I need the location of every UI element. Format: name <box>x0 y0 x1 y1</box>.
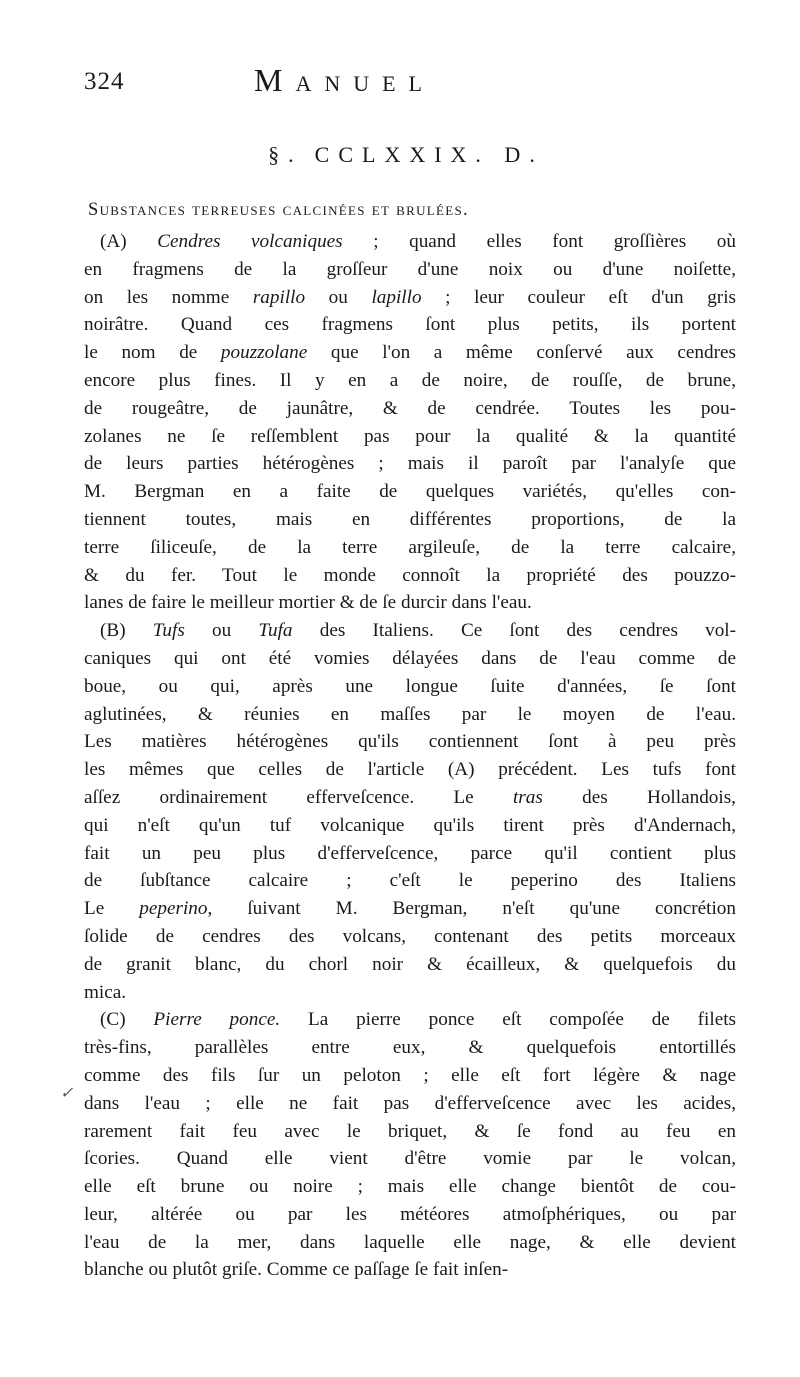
text-line <box>84 534 736 562</box>
text-run: ſolide de cendres des volcans, contenant des petits morceaux <box>84 925 736 947</box>
text-line <box>84 1173 736 1201</box>
text-line <box>84 951 736 979</box>
text-run: ; quand elles font groſſières où <box>342 231 736 252</box>
text-run: de rougeâtre, de jaunâtre, & de cendrée. Toutes les pou- <box>84 397 736 419</box>
text-line <box>84 1201 736 1229</box>
text-line <box>84 895 736 923</box>
text-run: que l'on a même conſervé aux cendres <box>307 342 736 364</box>
text-run: M. Bergman en a faite de quelques variétés, qu'elles con- <box>84 481 736 503</box>
text-run: dans l'eau ; elle ne fait pas d'efferveſcence avec les acides, <box>84 1092 736 1114</box>
section-number: CCLXXIX. D. <box>314 142 544 167</box>
paragraph-c <box>84 1006 736 1284</box>
text-line <box>84 784 736 812</box>
text-run: de leurs parties hétérogènes ; mais il paroît par l'analyſe que <box>84 453 736 475</box>
text-line <box>84 478 736 506</box>
running-head <box>84 64 714 104</box>
text-run: terre ſiliceuſe, de la terre argileuſe, de la terre calcaire, <box>84 536 736 558</box>
text-line <box>84 867 736 895</box>
text-run: ; leur couleur eſt d'un gris <box>421 286 736 308</box>
text-line <box>84 1034 736 1062</box>
margin-annotation: ✓ <box>60 1085 74 1102</box>
text-run: qui n'eſt qu'un tuf volcanique qu'ils tirent près d'Andernach, <box>84 814 736 836</box>
text-run: lanes de faire le meilleur mortier & de ſe durcir dans l'eau. <box>84 592 532 614</box>
text-run: fait un peu plus d'efferveſcence, parce qu'il contient plus <box>84 842 736 864</box>
text-line <box>84 701 736 729</box>
text-line <box>84 339 736 367</box>
text-run: rarement fait feu avec le briquet, & ſe fond au feu en <box>84 1120 736 1142</box>
page-number: 324 <box>84 68 125 95</box>
text-run: ſcories. Quand elle vient d'être vomie par le volcan, <box>84 1148 736 1170</box>
text-run: ou <box>184 620 259 642</box>
text-run: tiennent toutes, mais en différentes proportions, de la <box>84 508 736 530</box>
text-run: comme des fils ſur un peloton ; elle eſt fort légère & nage <box>84 1064 736 1086</box>
text-line <box>84 923 736 951</box>
text-line <box>84 979 736 1007</box>
text-line <box>84 423 736 451</box>
italic-term: Pierre ponce. <box>153 1009 281 1031</box>
text-run: très-fins, parallèles entre eux, & quelquefois entortillés <box>84 1037 736 1059</box>
italic-term: rapillo <box>252 286 306 308</box>
italic-term: tras <box>512 786 543 808</box>
paragraph-a <box>84 228 736 617</box>
text-run: leur, altérée ou par les météores atmoſphériques, ou par <box>84 1203 736 1225</box>
text-line <box>84 1145 736 1173</box>
text-run: La pierre ponce eſt compoſée de filets <box>280 1009 736 1031</box>
section-symbol: §. <box>268 142 303 167</box>
text-run: Les matières hétérogènes qu'ils contiennent ſont à peu près <box>84 731 736 753</box>
book-title: Manuel <box>254 62 435 98</box>
text-run: ou <box>305 286 372 308</box>
text-line <box>84 645 736 673</box>
section-subtitle: Substances terreuses calcinées et brulées. <box>88 200 469 220</box>
text-run: en fragmens de la groſſeur d'une noix ou d'une noiſette, <box>84 258 736 280</box>
text-line <box>84 311 736 339</box>
text-line <box>84 228 736 256</box>
text-line <box>84 840 736 868</box>
text-run: les mêmes que celles de l'article (A) précédent. Les tufs font <box>84 759 736 781</box>
text-run: blanche ou plutôt griſe. Comme ce paſſage ſe fait inſen- <box>84 1259 509 1281</box>
text-line <box>84 673 736 701</box>
section-heading <box>0 142 800 168</box>
text-run: le nom de <box>84 342 221 364</box>
text-line <box>84 284 736 312</box>
text-run: de ſubſtance calcaire ; c'eſt le peperino des Italiens <box>84 870 736 892</box>
text-run: elle eſt brune ou noire ; mais elle change bientôt de cou- <box>84 1176 736 1198</box>
text-run: (C) <box>100 1009 154 1031</box>
text-run: caniques qui ont été vomies délayées dans de l'eau comme de <box>84 647 736 669</box>
text-run: de granit blanc, du chorl noir & écailleux, & quelquefois du <box>84 953 736 975</box>
text-line <box>84 589 736 617</box>
text-run: encore plus fines. Il y en a de noire, de rouſſe, de brune, <box>84 369 736 391</box>
italic-term: Tufs <box>152 620 185 642</box>
text-run: & du fer. Tout le monde connoît la propriété des pouzzo- <box>84 564 736 586</box>
body-text <box>84 228 736 1284</box>
text-run: mica. <box>84 981 127 1003</box>
text-run: Le <box>84 898 140 920</box>
text-line <box>84 1118 736 1146</box>
text-run: boue, ou qui, après une longue ſuite d'années, ſe ſont <box>84 675 736 697</box>
text-line <box>84 756 736 784</box>
text-run: des Hollandois, <box>542 786 736 808</box>
text-run: (A) <box>100 231 158 252</box>
text-line <box>84 1229 736 1257</box>
text-run: zolanes ne ſe reſſemblent pas pour la qualité & la quantité <box>84 425 736 447</box>
text-run: (B) <box>100 620 153 642</box>
text-line <box>84 450 736 478</box>
text-line <box>84 506 736 534</box>
text-line <box>84 812 736 840</box>
text-run: des Italiens. Ce ſont des cendres vol- <box>292 620 736 642</box>
italic-term: lapillo <box>371 286 422 308</box>
text-run: aſſez ordinairement efferveſcence. Le <box>84 786 513 808</box>
text-line <box>84 367 736 395</box>
paragraph-b <box>84 617 736 1006</box>
text-line <box>84 1090 736 1118</box>
text-line <box>84 728 736 756</box>
text-run: aglutinées, & réunies en maſſes par le moyen de l'eau. <box>84 703 736 725</box>
text-run: l'eau de la mer, dans laquelle elle nage, & elle devient <box>84 1231 736 1253</box>
text-line <box>84 395 736 423</box>
text-line <box>84 1256 736 1284</box>
italic-term: Tufa <box>258 620 293 642</box>
text-run: , ſuivant M. Bergman, n'eſt qu'une concrétion <box>207 898 736 920</box>
italic-term: pouzzolane <box>220 342 308 364</box>
text-line <box>84 1006 736 1034</box>
text-run: on les nomme <box>84 286 253 308</box>
text-line <box>84 1062 736 1090</box>
text-line <box>84 256 736 284</box>
italic-term: Cendres volcaniques <box>157 231 343 252</box>
text-run: noirâtre. Quand ces fragmens ſont plus petits, ils portent <box>84 314 736 336</box>
text-line <box>84 562 736 590</box>
text-line <box>84 617 736 645</box>
italic-term: peperino <box>139 898 208 920</box>
